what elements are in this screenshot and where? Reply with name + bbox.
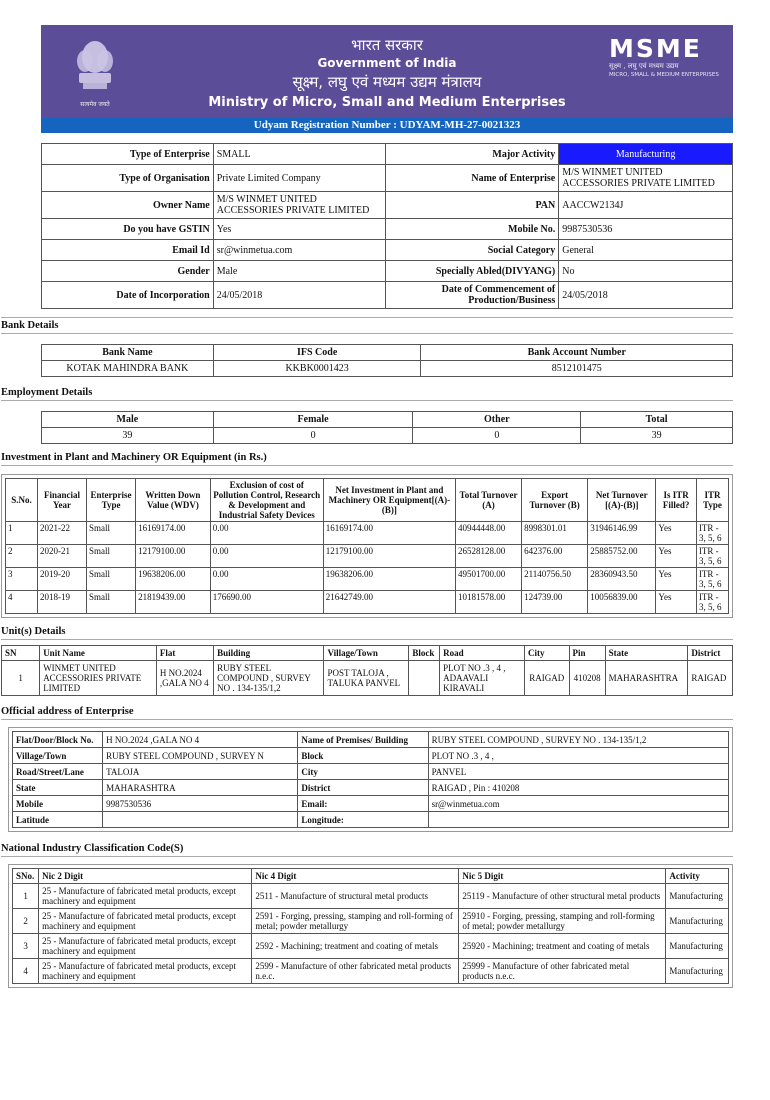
nic-cell: Manufacturing — [666, 884, 729, 909]
divider — [1, 719, 733, 720]
unit-header: State — [605, 646, 688, 661]
address-label: Longitude: — [298, 812, 428, 828]
nic-cell: 2 — [13, 909, 39, 934]
address-label: Block — [298, 748, 428, 764]
unit-cell: RAIGAD — [688, 661, 733, 696]
unit-cell: RUBY STEEL COMPOUND , SURVEY NO . 134-135/1,2 — [214, 661, 324, 696]
address-label: Flat/Door/Block No. — [13, 732, 103, 748]
investment-cell: 4 — [6, 591, 38, 614]
investment-cell: Yes — [656, 591, 697, 614]
unit-cell: RAIGAD — [524, 661, 569, 696]
employment-table — [41, 411, 733, 444]
detail-row — [42, 144, 733, 165]
detail-label: Mobile No. — [386, 219, 559, 240]
investment-cell: 2 — [6, 545, 38, 568]
address-value: PLOT NO .3 , 4 , — [428, 748, 728, 764]
investment-cell: 21819439.00 — [136, 591, 211, 614]
msme-logo-english: MICRO, SMALL & MEDIUM ENTERPRISES — [609, 72, 719, 78]
unit-header: Unit Name — [40, 646, 157, 661]
detail-label: Date of Incorporation — [42, 282, 214, 309]
nic-cell: 25119 - Manufacture of other structural metal products — [459, 884, 666, 909]
detail-row — [42, 240, 733, 261]
nic-cell: 2511 - Manufacture of structural metal products — [252, 884, 459, 909]
investment-cell: 26528128.00 — [455, 545, 521, 568]
investment-table — [5, 478, 729, 614]
enterprise-details-table — [41, 143, 733, 309]
nic-table — [12, 868, 729, 984]
msme-logo — [609, 36, 719, 80]
investment-cell: 21140756.50 — [522, 568, 588, 591]
detail-label: Specially Abled(DIVYANG) — [386, 261, 559, 282]
nic-wrapper — [8, 864, 733, 988]
investment-cell: 2019-20 — [37, 568, 86, 591]
investment-cell: Small — [87, 522, 136, 545]
detail-label: Gender — [42, 261, 214, 282]
unit-header: Block — [409, 646, 440, 661]
units-heading: Unit(s) Details — [1, 626, 66, 637]
nic-cell: 25 - Manufacture of fabricated metal products, except machinery and equipment — [39, 934, 252, 959]
detail-label: Email Id — [42, 240, 214, 261]
investment-cell: 21642749.00 — [323, 591, 455, 614]
employment-details-heading: Employment Details — [1, 387, 93, 398]
nic-cell: Manufacturing — [666, 959, 729, 984]
unit-header: City — [524, 646, 569, 661]
detail-value: AACCW2134J — [559, 192, 733, 219]
ministry-title: Ministry of Micro, Small and Medium Enterprises — [208, 95, 566, 110]
investment-header: S.No. — [6, 479, 38, 522]
nic-row — [13, 909, 729, 934]
unit-header: Pin — [569, 646, 605, 661]
investment-cell: 19638206.00 — [323, 568, 455, 591]
unit-header: Village/Town — [324, 646, 409, 661]
detail-value: SMALL — [213, 144, 386, 165]
address-value: MAHARASHTRA — [103, 780, 298, 796]
investment-cell: ITR - 3, 5, 6 — [696, 522, 728, 545]
major-activity-badge: Manufacturing — [559, 144, 733, 165]
total-count: 39 — [581, 428, 733, 444]
investment-cell: ITR - 3, 5, 6 — [696, 568, 728, 591]
investment-header: Net Turnover [(A)-(B)] — [588, 479, 656, 522]
detail-value: 9987530536 — [559, 219, 733, 240]
official-address-table — [12, 731, 729, 828]
investment-header: Exclusion of cost of Pollution Control, Research & Development and Industrial Safety Devices — [210, 479, 323, 522]
investment-header: Total Turnover (A) — [455, 479, 521, 522]
detail-label: Social Category — [386, 240, 559, 261]
other-count: 0 — [413, 428, 581, 444]
nic-cell: 25 - Manufacture of fabricated metal products, except machinery and equipment — [39, 959, 252, 984]
address-label: Latitude — [13, 812, 103, 828]
address-value: RUBY STEEL COMPOUND , SURVEY N — [103, 748, 298, 764]
unit-cell: H NO.2024 ,GALA NO 4 — [156, 661, 213, 696]
divider — [1, 639, 733, 640]
units-table — [1, 645, 733, 696]
detail-label: Major Activity — [386, 144, 559, 165]
investment-cell: 40944448.00 — [455, 522, 521, 545]
official-address-heading: Official address of Enterprise — [1, 706, 134, 717]
address-row — [13, 780, 729, 796]
detail-value: General — [559, 240, 733, 261]
investment-header: Financial Year — [37, 479, 86, 522]
nic-header: SNo. — [13, 869, 39, 884]
bank-details-table — [41, 344, 733, 377]
investment-cell: 0.00 — [210, 568, 323, 591]
investment-header: ITR Type — [696, 479, 728, 522]
investment-cell: 16169174.00 — [136, 522, 211, 545]
nic-header: Nic 4 Digit — [252, 869, 459, 884]
investment-cell: 25885752.00 — [588, 545, 656, 568]
nic-cell: 25 - Manufacture of fabricated metal products, except machinery and equipment — [39, 909, 252, 934]
hindi-government-title: भारत सरकार — [351, 36, 423, 54]
investment-cell: Small — [87, 591, 136, 614]
detail-value: M/S WINMET UNITED ACCESSORIES PRIVATE LIMITED — [559, 165, 733, 192]
detail-label: PAN — [386, 192, 559, 219]
divider — [1, 333, 733, 334]
unit-header: Flat — [156, 646, 213, 661]
nic-row — [13, 959, 729, 984]
investment-cell: ITR - 3, 5, 6 — [696, 591, 728, 614]
detail-label: Type of Organisation — [42, 165, 214, 192]
detail-row — [42, 261, 733, 282]
investment-cell: 3 — [6, 568, 38, 591]
nic-cell: 1 — [13, 884, 39, 909]
investment-cell: Small — [87, 545, 136, 568]
bank-details-heading: Bank Details — [1, 320, 59, 331]
detail-value: No — [559, 261, 733, 282]
divider — [1, 400, 733, 401]
investment-cell: 31946146.99 — [588, 522, 656, 545]
bank-header: IFS Code — [213, 345, 421, 361]
address-label: District — [298, 780, 428, 796]
investment-cell: 2021-22 — [37, 522, 86, 545]
official-address-wrapper — [8, 727, 733, 832]
unit-cell: 410208 — [569, 661, 605, 696]
header-banner — [41, 25, 733, 118]
male-count: 39 — [42, 428, 214, 444]
investment-cell: 10056839.00 — [588, 591, 656, 614]
investment-cell: ITR - 3, 5, 6 — [696, 545, 728, 568]
address-row — [13, 748, 729, 764]
detail-label: Do you have GSTIN — [42, 219, 214, 240]
investment-row — [6, 522, 729, 545]
investment-header: Export Turnover (B) — [522, 479, 588, 522]
bank-name: KOTAK MAHINDRA BANK — [42, 361, 214, 377]
address-value: RUBY STEEL COMPOUND , SURVEY NO . 134-135/1,2 — [428, 732, 728, 748]
address-value: sr@winmetua.com — [428, 796, 728, 812]
nic-header: Nic 2 Digit — [39, 869, 252, 884]
investment-cell: 49501700.00 — [455, 568, 521, 591]
investment-cell: 642376.00 — [522, 545, 588, 568]
female-count: 0 — [213, 428, 413, 444]
investment-cell: 1 — [6, 522, 38, 545]
investment-cell: 16169174.00 — [323, 522, 455, 545]
investment-cell: 12179100.00 — [136, 545, 211, 568]
nic-cell: 25 - Manufacture of fabricated metal products, except machinery and equipment — [39, 884, 252, 909]
investment-cell: 10181578.00 — [455, 591, 521, 614]
ifs-code: KKBK0001423 — [213, 361, 421, 377]
address-value — [428, 812, 728, 828]
employment-header: Total — [581, 412, 733, 428]
investment-cell: Small — [87, 568, 136, 591]
investment-cell: Yes — [656, 568, 697, 591]
detail-row — [42, 165, 733, 192]
detail-row — [42, 219, 733, 240]
nic-cell: 2599 - Manufacture of other fabricated metal products n.e.c. — [252, 959, 459, 984]
government-title: Government of India — [317, 56, 457, 70]
msme-logo-word: MSME — [609, 34, 702, 63]
employment-header: Other — [413, 412, 581, 428]
address-row — [13, 812, 729, 828]
investment-heading: Investment in Plant and Machinery OR Equipment (in Rs.) — [1, 452, 267, 463]
bank-header: Bank Account Number — [421, 345, 733, 361]
investment-wrapper — [1, 474, 733, 618]
detail-label: Date of Commencement of Production/Business — [386, 282, 559, 309]
address-value: 9987530536 — [103, 796, 298, 812]
investment-cell: Yes — [656, 522, 697, 545]
account-number: 8512101475 — [421, 361, 733, 377]
investment-cell: 0.00 — [210, 545, 323, 568]
nic-cell: 2592 - Machining; treatment and coating of metals — [252, 934, 459, 959]
investment-row — [6, 591, 729, 614]
nic-cell: 25920 - Machining; treatment and coating of metals — [459, 934, 666, 959]
investment-cell: 2018-19 — [37, 591, 86, 614]
msme-logo-hindi: सूक्ष्म , लघु एवं मध्यम उद्यम — [609, 62, 679, 70]
investment-header: Written Down Value (WDV) — [136, 479, 211, 522]
investment-cell: 2020-21 — [37, 545, 86, 568]
address-label: State — [13, 780, 103, 796]
address-value: PANVEL — [428, 764, 728, 780]
divider — [1, 856, 733, 857]
investment-cell: 12179100.00 — [323, 545, 455, 568]
address-label: City — [298, 764, 428, 780]
investment-header: Enterprise Type — [87, 479, 136, 522]
nic-cell: 2591 - Forging, pressing, stamping and roll-forming of metal; powder metallurgy — [252, 909, 459, 934]
detail-value: 24/05/2018 — [559, 282, 733, 309]
address-value: H NO.2024 ,GALA NO 4 — [103, 732, 298, 748]
investment-cell: 0.00 — [210, 522, 323, 545]
unit-cell: MAHARASHTRA — [605, 661, 688, 696]
address-value — [103, 812, 298, 828]
employment-header: Female — [213, 412, 413, 428]
detail-row — [42, 282, 733, 309]
investment-row — [6, 545, 729, 568]
address-value: TALOJA — [103, 764, 298, 780]
unit-cell: PLOT NO .3 , 4 , ADAAVALI KIRAVALI — [440, 661, 525, 696]
divider — [1, 465, 733, 466]
nic-cell: 25910 - Forging, pressing, stamping and roll-forming of metal; powder metallurgy — [459, 909, 666, 934]
unit-header: SN — [2, 646, 40, 661]
detail-label: Owner Name — [42, 192, 214, 219]
investment-cell: 8998301.01 — [522, 522, 588, 545]
bank-header: Bank Name — [42, 345, 214, 361]
nic-header: Nic 5 Digit — [459, 869, 666, 884]
investment-cell: 176690.00 — [210, 591, 323, 614]
certificate-page — [1, 25, 733, 988]
unit-header: District — [688, 646, 733, 661]
address-label: Road/Street/Lane — [13, 764, 103, 780]
detail-row — [42, 192, 733, 219]
detail-value: Private Limited Company — [213, 165, 386, 192]
investment-header: Net Investment in Plant and Machinery OR Equipment[(A)-(B)] — [323, 479, 455, 522]
nic-cell: 4 — [13, 959, 39, 984]
detail-label: Name of Enterprise — [386, 165, 559, 192]
employment-header: Male — [42, 412, 214, 428]
emblem-caption: सत्यमेव जयते — [80, 101, 110, 108]
address-label: Email: — [298, 796, 428, 812]
investment-cell: 28360943.50 — [588, 568, 656, 591]
investment-cell: Yes — [656, 545, 697, 568]
unit-cell — [409, 661, 440, 696]
detail-value: M/S WINMET UNITED ACCESSORIES PRIVATE LIMITED — [213, 192, 386, 219]
address-label: Village/Town — [13, 748, 103, 764]
address-row — [13, 732, 729, 748]
investment-cell: 124739.00 — [522, 591, 588, 614]
investment-cell: 19638206.00 — [136, 568, 211, 591]
nic-row — [13, 934, 729, 959]
nic-cell: 3 — [13, 934, 39, 959]
detail-value: Yes — [213, 219, 386, 240]
nic-cell: 25999 - Manufacture of other fabricated metal products n.e.c. — [459, 959, 666, 984]
nic-cell: Manufacturing — [666, 934, 729, 959]
unit-header: Road — [440, 646, 525, 661]
address-value: RAIGAD , Pin : 410208 — [428, 780, 728, 796]
investment-header: Is ITR Filled? — [656, 479, 697, 522]
udyam-registration-number: Udyam Registration Number : UDYAM-MH-27-0021323 — [41, 118, 733, 133]
address-row — [13, 796, 729, 812]
unit-cell: POST TALOJA , TALUKA PANVEL — [324, 661, 409, 696]
nic-row — [13, 884, 729, 909]
detail-value: 24/05/2018 — [213, 282, 386, 309]
nic-cell: Manufacturing — [666, 909, 729, 934]
unit-cell: 1 — [2, 661, 40, 696]
unit-header: Building — [214, 646, 324, 661]
unit-cell: WINMET UNITED ACCESSORIES PRIVATE LIMITED — [40, 661, 157, 696]
nic-heading: National Industry Classification Code(S) — [1, 843, 184, 854]
detail-value: sr@winmetua.com — [213, 240, 386, 261]
hindi-ministry-title: सूक्ष्म, लघु एवं मध्यम उद्यम मंत्रालय — [292, 73, 482, 91]
detail-value: Male — [213, 261, 386, 282]
detail-label: Type of Enterprise — [42, 144, 214, 165]
investment-row — [6, 568, 729, 591]
address-label: Mobile — [13, 796, 103, 812]
address-row — [13, 764, 729, 780]
nic-header: Activity — [666, 869, 729, 884]
address-label: Name of Premises/ Building — [298, 732, 428, 748]
unit-row — [2, 661, 733, 696]
